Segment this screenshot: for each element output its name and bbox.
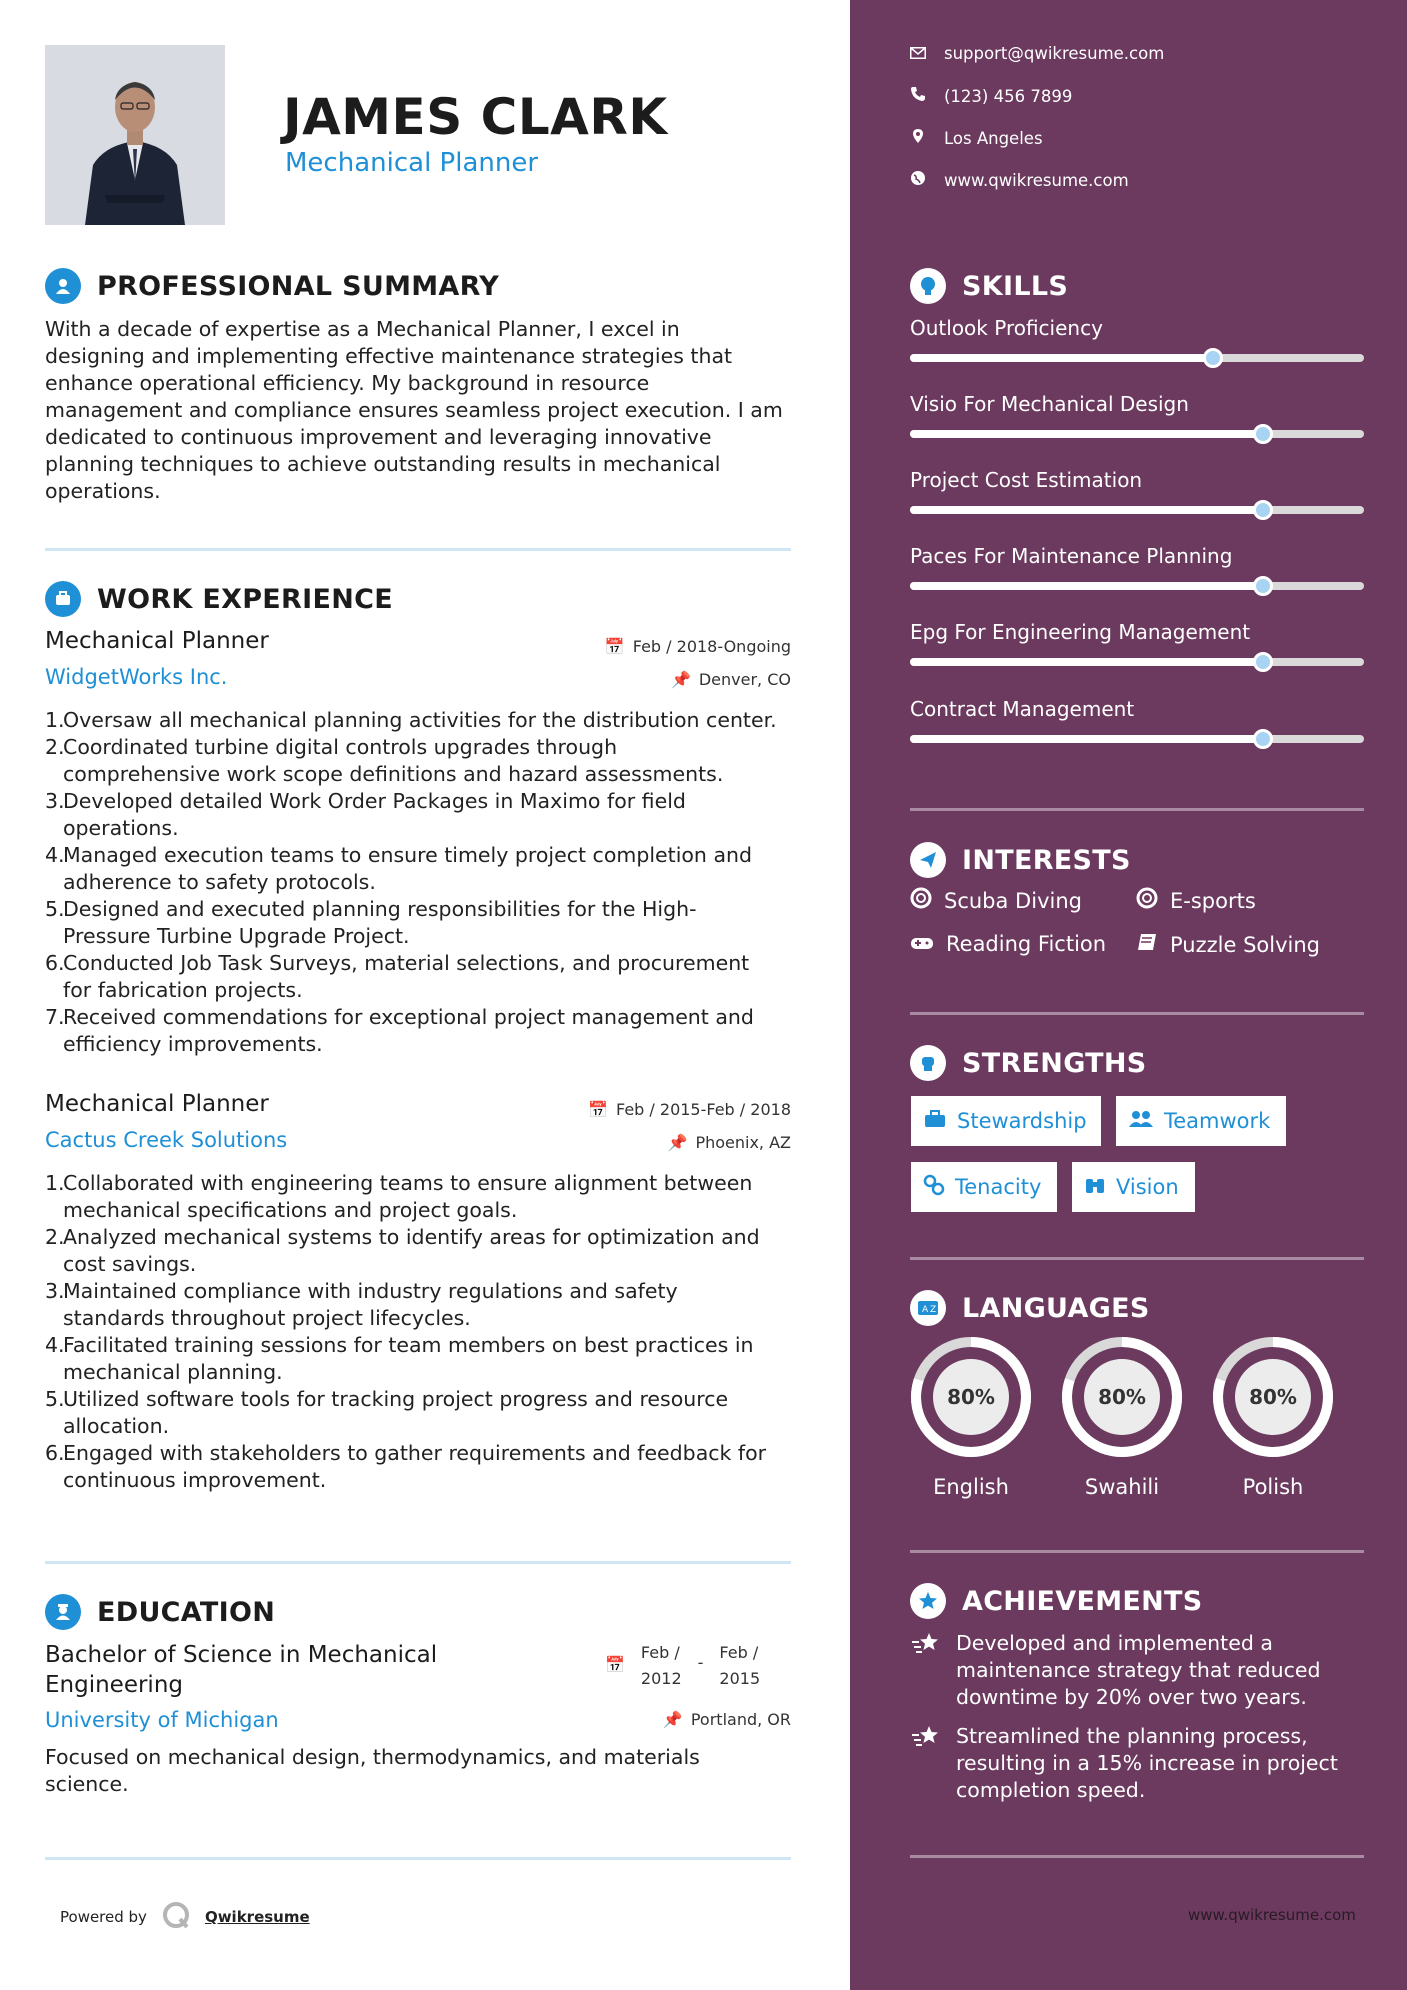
- list-item: 3. Maintained compliance with industry regulations and safety standards throughout project lifecycles.: [45, 1279, 678, 1330]
- language-item: [1060, 1335, 1184, 1499]
- star-icon: [910, 1583, 946, 1619]
- skill-label: Project Cost Estimation: [910, 468, 1143, 492]
- strength-item: [1116, 1096, 1286, 1146]
- strength-item: [911, 1096, 1101, 1146]
- contact-location: [910, 128, 1043, 148]
- lifebuoy-icon: [910, 887, 932, 914]
- contact-website-text: www.qwikresume.com: [944, 170, 1129, 190]
- binoculars-icon: [1084, 1175, 1106, 1200]
- pin-icon: 📌: [662, 1710, 683, 1729]
- envelope-icon: [910, 44, 926, 63]
- education-heading: [45, 1594, 275, 1630]
- skills-heading: [910, 268, 1068, 304]
- language-name: Swahili: [1084, 1475, 1160, 1499]
- skill-label: Contract Management: [910, 697, 1135, 721]
- summary-text: With a decade of expertise as a Mechanical Planner, I excel in designing and implementing effective maintenance strategies that enhance operational efficiency. My background in resource management and compliance ensures seamless project execution. I am dedicated to continuous improvement and leveraging innovative planning techniques to achieve outstanding results in mechanical operations.: [45, 317, 783, 503]
- job-location: [668, 1133, 791, 1152]
- skill-bar-fill: [910, 430, 1263, 438]
- education-date-separator: -: [697, 1653, 704, 1672]
- gamepad-icon: [910, 932, 934, 956]
- language-ring: [909, 1335, 1033, 1459]
- summary-title: PROFESSIONAL SUMMARY: [97, 270, 500, 302]
- list-item: 5. Utilized software tools for tracking project progress and resource allocation.: [45, 1387, 729, 1438]
- user-icon: [45, 268, 81, 304]
- summary-heading: [45, 268, 499, 304]
- skill-bar-fill: [910, 506, 1263, 514]
- job-date: [605, 637, 791, 656]
- contact-website[interactable]: [910, 170, 1129, 190]
- list-item: 2. Coordinated turbine digital controls upgrades through comprehensive work scope definitions and hazard assessments.: [45, 735, 724, 786]
- list-item: 6. Engaged with stakeholders to gather requirements and feedback for continuous improvement.: [45, 1441, 767, 1492]
- education-location: [663, 1710, 791, 1729]
- svg-text:A: A: [922, 1305, 929, 1315]
- contact-phone[interactable]: [910, 86, 1072, 106]
- contact-phone-text: (123) 456 7899: [944, 86, 1073, 106]
- achievements-heading: [910, 1583, 1203, 1619]
- achievement-text: Streamlined the planning process, resulting in a 15% increase in project completion speed.: [956, 1724, 1338, 1802]
- education-degree: Bachelor of Science in Mechanical Engineering: [45, 1642, 438, 1698]
- interest-label: Reading Fiction: [946, 932, 1107, 956]
- paper-plane-icon: [910, 842, 946, 878]
- translate-icon: [910, 1290, 946, 1326]
- language-item: [909, 1335, 1033, 1499]
- job-location-text: Phoenix, AZ: [695, 1133, 791, 1152]
- calendar-icon: 📅: [588, 1100, 608, 1119]
- education-end: Feb / 2015: [719, 1643, 761, 1688]
- graduate-icon: [45, 1594, 81, 1630]
- calendar-icon: 📅: [604, 637, 625, 656]
- map-marker-icon: [910, 128, 926, 148]
- candidate-name: JAMES CLARK: [283, 88, 668, 146]
- strength-label: Tenacity: [955, 1175, 1042, 1199]
- language-name: English: [933, 1475, 1009, 1499]
- job-company: Cactus Creek Solutions: [45, 1128, 288, 1152]
- language-item: [1211, 1335, 1335, 1499]
- strengths-heading: [910, 1045, 1147, 1081]
- list-item: 6. Conducted Job Task Surveys, material selections, and procurement for fabrication projects.: [45, 951, 750, 1002]
- list-item: 1. Oversaw all mechanical planning activities for the distribution center.: [45, 708, 777, 732]
- shooting-star-icon: [910, 1723, 942, 1804]
- skill-bar-fill: [910, 658, 1263, 666]
- language-ring: [1211, 1335, 1335, 1459]
- strengths-title: STRENGTHS: [962, 1047, 1147, 1079]
- fist-icon: [910, 1045, 946, 1081]
- skill-bar: [910, 354, 1364, 362]
- divider: [45, 548, 791, 551]
- list-item: 5. Designed and executed planning responsibilities for the High- Pressure Turbine Upgrade Project.: [45, 897, 697, 948]
- book-icon: [1136, 932, 1158, 957]
- list-item: 2. Analyzed mechanical systems to identify areas for optimization and cost savings.: [45, 1225, 760, 1276]
- link-icon: [923, 1174, 945, 1201]
- briefcase-icon: [923, 1109, 947, 1134]
- contact-location-text: Los Angeles: [944, 128, 1043, 148]
- profile-photo: [45, 45, 225, 225]
- education-dates: [605, 1640, 760, 1692]
- skill-item: [910, 392, 1364, 416]
- candidate-title: Mechanical Planner: [285, 148, 539, 178]
- divider: [45, 1561, 791, 1564]
- job-duties: [45, 707, 795, 1058]
- interests-heading: [910, 842, 1131, 878]
- achievement-item: [910, 1630, 1360, 1711]
- globe-icon: [910, 170, 926, 190]
- interests-title: INTERESTS: [962, 844, 1131, 876]
- language-name: Polish: [1242, 1475, 1304, 1499]
- briefcase-icon: [45, 581, 81, 617]
- calendar-icon: 📅: [605, 1655, 625, 1674]
- job-company: WidgetWorks Inc.: [45, 665, 228, 689]
- achievements-title: ACHIEVEMENTS: [962, 1585, 1203, 1617]
- job-location-text: Denver, CO: [698, 670, 791, 689]
- achievement-text: Developed and implemented a maintenance strategy that reduced downtime by 20% over two years.: [956, 1631, 1321, 1709]
- skill-bar: [910, 506, 1364, 514]
- footer-website[interactable]: www.qwikresume.com: [1188, 1906, 1356, 1924]
- language-ring: [1060, 1335, 1184, 1459]
- pin-icon: 📌: [670, 670, 691, 689]
- svg-text:Z: Z: [930, 1305, 937, 1315]
- job-duties: [45, 1170, 795, 1494]
- lifebuoy-icon: [1136, 887, 1158, 914]
- education-start: Feb / 2012: [640, 1643, 682, 1688]
- language-percent: 80%: [1249, 1385, 1297, 1409]
- skill-label: Epg For Engineering Management: [910, 620, 1251, 644]
- skill-item: [910, 316, 1364, 340]
- list-item: 1. Collaborated with engineering teams to ensure alignment between mechanical specifications and project goals.: [45, 1171, 753, 1222]
- education-location-text: Portland, OR: [690, 1710, 791, 1729]
- job-date: [588, 1100, 791, 1119]
- contact-email-text: support@qwikresume.com: [944, 44, 1165, 63]
- skill-item: [910, 544, 1364, 568]
- divider: [45, 1857, 791, 1860]
- skill-label: Visio For Mechanical Design: [910, 392, 1189, 416]
- skill-bar-fill: [910, 735, 1263, 743]
- interest-item: [910, 932, 1106, 956]
- skill-bar-fill: [910, 354, 1213, 362]
- qwikresume-link[interactable]: Qwikresume: [204, 1908, 310, 1926]
- skill-bar-knob: [1203, 348, 1223, 368]
- lightbulb-icon: [910, 268, 946, 304]
- divider: [910, 1855, 1364, 1858]
- users-icon: [1128, 1109, 1154, 1134]
- interest-label: E-sports: [1170, 888, 1256, 913]
- divider: [910, 1550, 1364, 1553]
- interest-item: [1136, 887, 1256, 914]
- list-item: 7. Received commendations for exceptional project management and efficiency improvements.: [45, 1005, 754, 1056]
- experience-title: WORK EXPERIENCE: [97, 583, 393, 615]
- divider: [910, 808, 1364, 811]
- strength-label: Teamwork: [1164, 1109, 1271, 1133]
- skill-label: Outlook Proficiency: [910, 316, 1103, 340]
- skill-bar: [910, 658, 1364, 666]
- qwikresume-logo-icon: [161, 1900, 191, 1934]
- skill-bar: [910, 582, 1364, 590]
- list-item: 4. Managed execution teams to ensure timely project completion and adherence to safety protocols.: [45, 843, 753, 894]
- job-date-text: Feb / 2018-Ongoing: [632, 637, 791, 656]
- achievement-item: [910, 1723, 1360, 1804]
- skill-item: [910, 468, 1364, 492]
- phone-icon: [910, 86, 926, 106]
- languages-title: LANGUAGES: [962, 1292, 1150, 1324]
- language-percent: 80%: [1098, 1385, 1146, 1409]
- interest-item: [910, 887, 1082, 914]
- job-date-text: Feb / 2015-Feb / 2018: [616, 1100, 791, 1119]
- shooting-star-icon: [910, 1630, 942, 1711]
- languages-heading: [910, 1290, 1150, 1326]
- list-item: 3. Developed detailed Work Order Packages in Maximo for field operations.: [45, 789, 686, 840]
- strength-label: Vision: [1116, 1175, 1179, 1199]
- interest-item: [1136, 932, 1320, 957]
- skill-item: [910, 620, 1364, 644]
- skill-bar: [910, 430, 1364, 438]
- job-title: Mechanical Planner: [45, 1091, 269, 1117]
- list-item: 4. Facilitated training sessions for team members on best practices in mechanical planning.: [45, 1333, 754, 1384]
- skill-bar: [910, 735, 1364, 743]
- education-description: Focused on mechanical design, thermodynamics, and materials science.: [45, 1745, 700, 1796]
- skill-label: Paces For Maintenance Planning: [910, 544, 1233, 568]
- experience-heading: [45, 581, 393, 617]
- skill-bar-fill: [910, 582, 1263, 590]
- divider: [910, 1257, 1364, 1260]
- divider: [910, 1012, 1364, 1015]
- interest-label: Puzzle Solving: [1170, 932, 1320, 957]
- strength-label: Stewardship: [957, 1109, 1087, 1133]
- strength-item: [1072, 1162, 1195, 1212]
- education-title: EDUCATION: [97, 1596, 276, 1628]
- interest-label: Scuba Diving: [944, 888, 1082, 913]
- job-title: Mechanical Planner: [45, 628, 269, 654]
- skill-item: [910, 697, 1364, 721]
- language-percent: 80%: [947, 1385, 995, 1409]
- job-location: [671, 670, 791, 689]
- skills-title: SKILLS: [962, 270, 1069, 302]
- strength-item: [911, 1162, 1057, 1212]
- education-school: University of Michigan: [45, 1708, 279, 1732]
- pin-icon: 📌: [667, 1133, 688, 1152]
- powered-by: [60, 1900, 310, 1934]
- contact-email[interactable]: [910, 44, 1164, 63]
- powered-by-label: Powered by: [60, 1908, 147, 1926]
